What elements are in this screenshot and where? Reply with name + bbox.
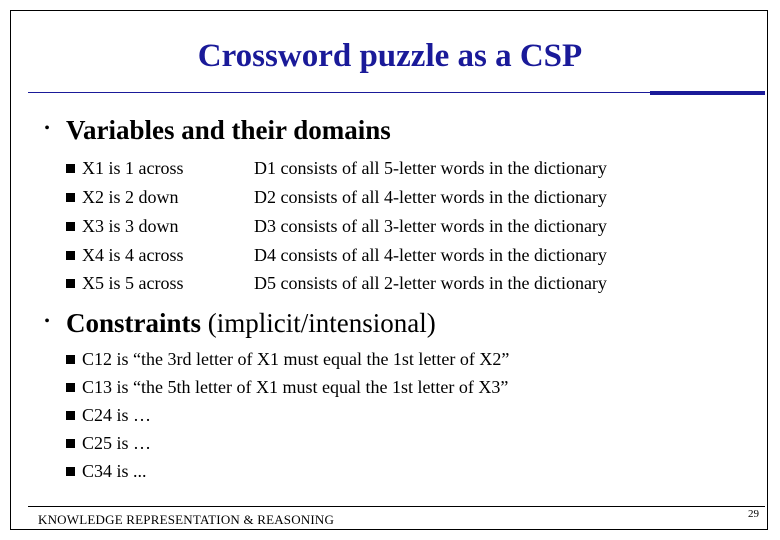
variable-text: X3 is 3 down (82, 216, 179, 236)
footer-divider (28, 506, 765, 507)
domain-text: D2 consists of all 4-letter words in the dictionary (254, 187, 607, 207)
title-underline-accent (650, 91, 765, 95)
section2-bullet: • (44, 313, 50, 330)
variable-item (66, 216, 179, 237)
section2-heading-bold: Constraints (66, 308, 202, 338)
constraint-text: C13 is “the 5th letter of X1 must equal the 1st letter of X3” (82, 377, 509, 397)
constraint-item (66, 461, 147, 482)
constraint-item (66, 433, 151, 454)
domain-text: D1 consists of all 5-letter words in the dictionary (254, 158, 607, 178)
square-bullet-icon (66, 193, 75, 202)
variable-item (66, 187, 179, 208)
constraint-item (66, 405, 151, 426)
constraint-item (66, 377, 508, 398)
variable-text: X1 is 1 across (82, 158, 184, 178)
constraint-text: C34 is ... (82, 461, 147, 481)
variable-text: X2 is 2 down (82, 187, 179, 207)
variable-item (66, 245, 184, 266)
variable-item (66, 158, 184, 179)
section1-heading-text: Variables and their domains (66, 115, 391, 145)
section2-heading (66, 308, 436, 339)
domain-text: D5 consists of all 2-letter words in the dictionary (254, 273, 607, 293)
variable-text: X4 is 4 across (82, 245, 184, 265)
square-bullet-icon (66, 411, 75, 420)
page-number: 29 (748, 508, 759, 520)
square-bullet-icon (66, 279, 75, 288)
section1-bullet: • (44, 120, 50, 137)
domain-text: D4 consists of all 4-letter words in the dictionary (254, 245, 607, 265)
square-bullet-icon (66, 355, 75, 364)
section2-heading-rest: (implicit/intensional) (201, 308, 436, 338)
constraint-item (66, 349, 509, 370)
domain-text: D3 consists of all 3-letter words in the dictionary (254, 216, 607, 236)
square-bullet-icon (66, 467, 75, 476)
constraint-text: C25 is … (82, 433, 152, 453)
variable-text: X5 is 5 across (82, 273, 184, 293)
square-bullet-icon (66, 164, 75, 173)
variable-item (66, 273, 184, 294)
slide-title: Crossword puzzle as a CSP (197, 38, 583, 74)
square-bullet-icon (66, 251, 75, 260)
constraint-text: C12 is “the 3rd letter of X1 must equal the 1st letter of X2” (82, 349, 510, 369)
square-bullet-icon (66, 439, 75, 448)
square-bullet-icon (66, 383, 75, 392)
section1-heading (66, 115, 391, 146)
square-bullet-icon (66, 222, 75, 231)
footer-text: KNOWLEDGE REPRESENTATION & REASONING (38, 512, 335, 527)
constraint-text: C24 is … (82, 405, 152, 425)
